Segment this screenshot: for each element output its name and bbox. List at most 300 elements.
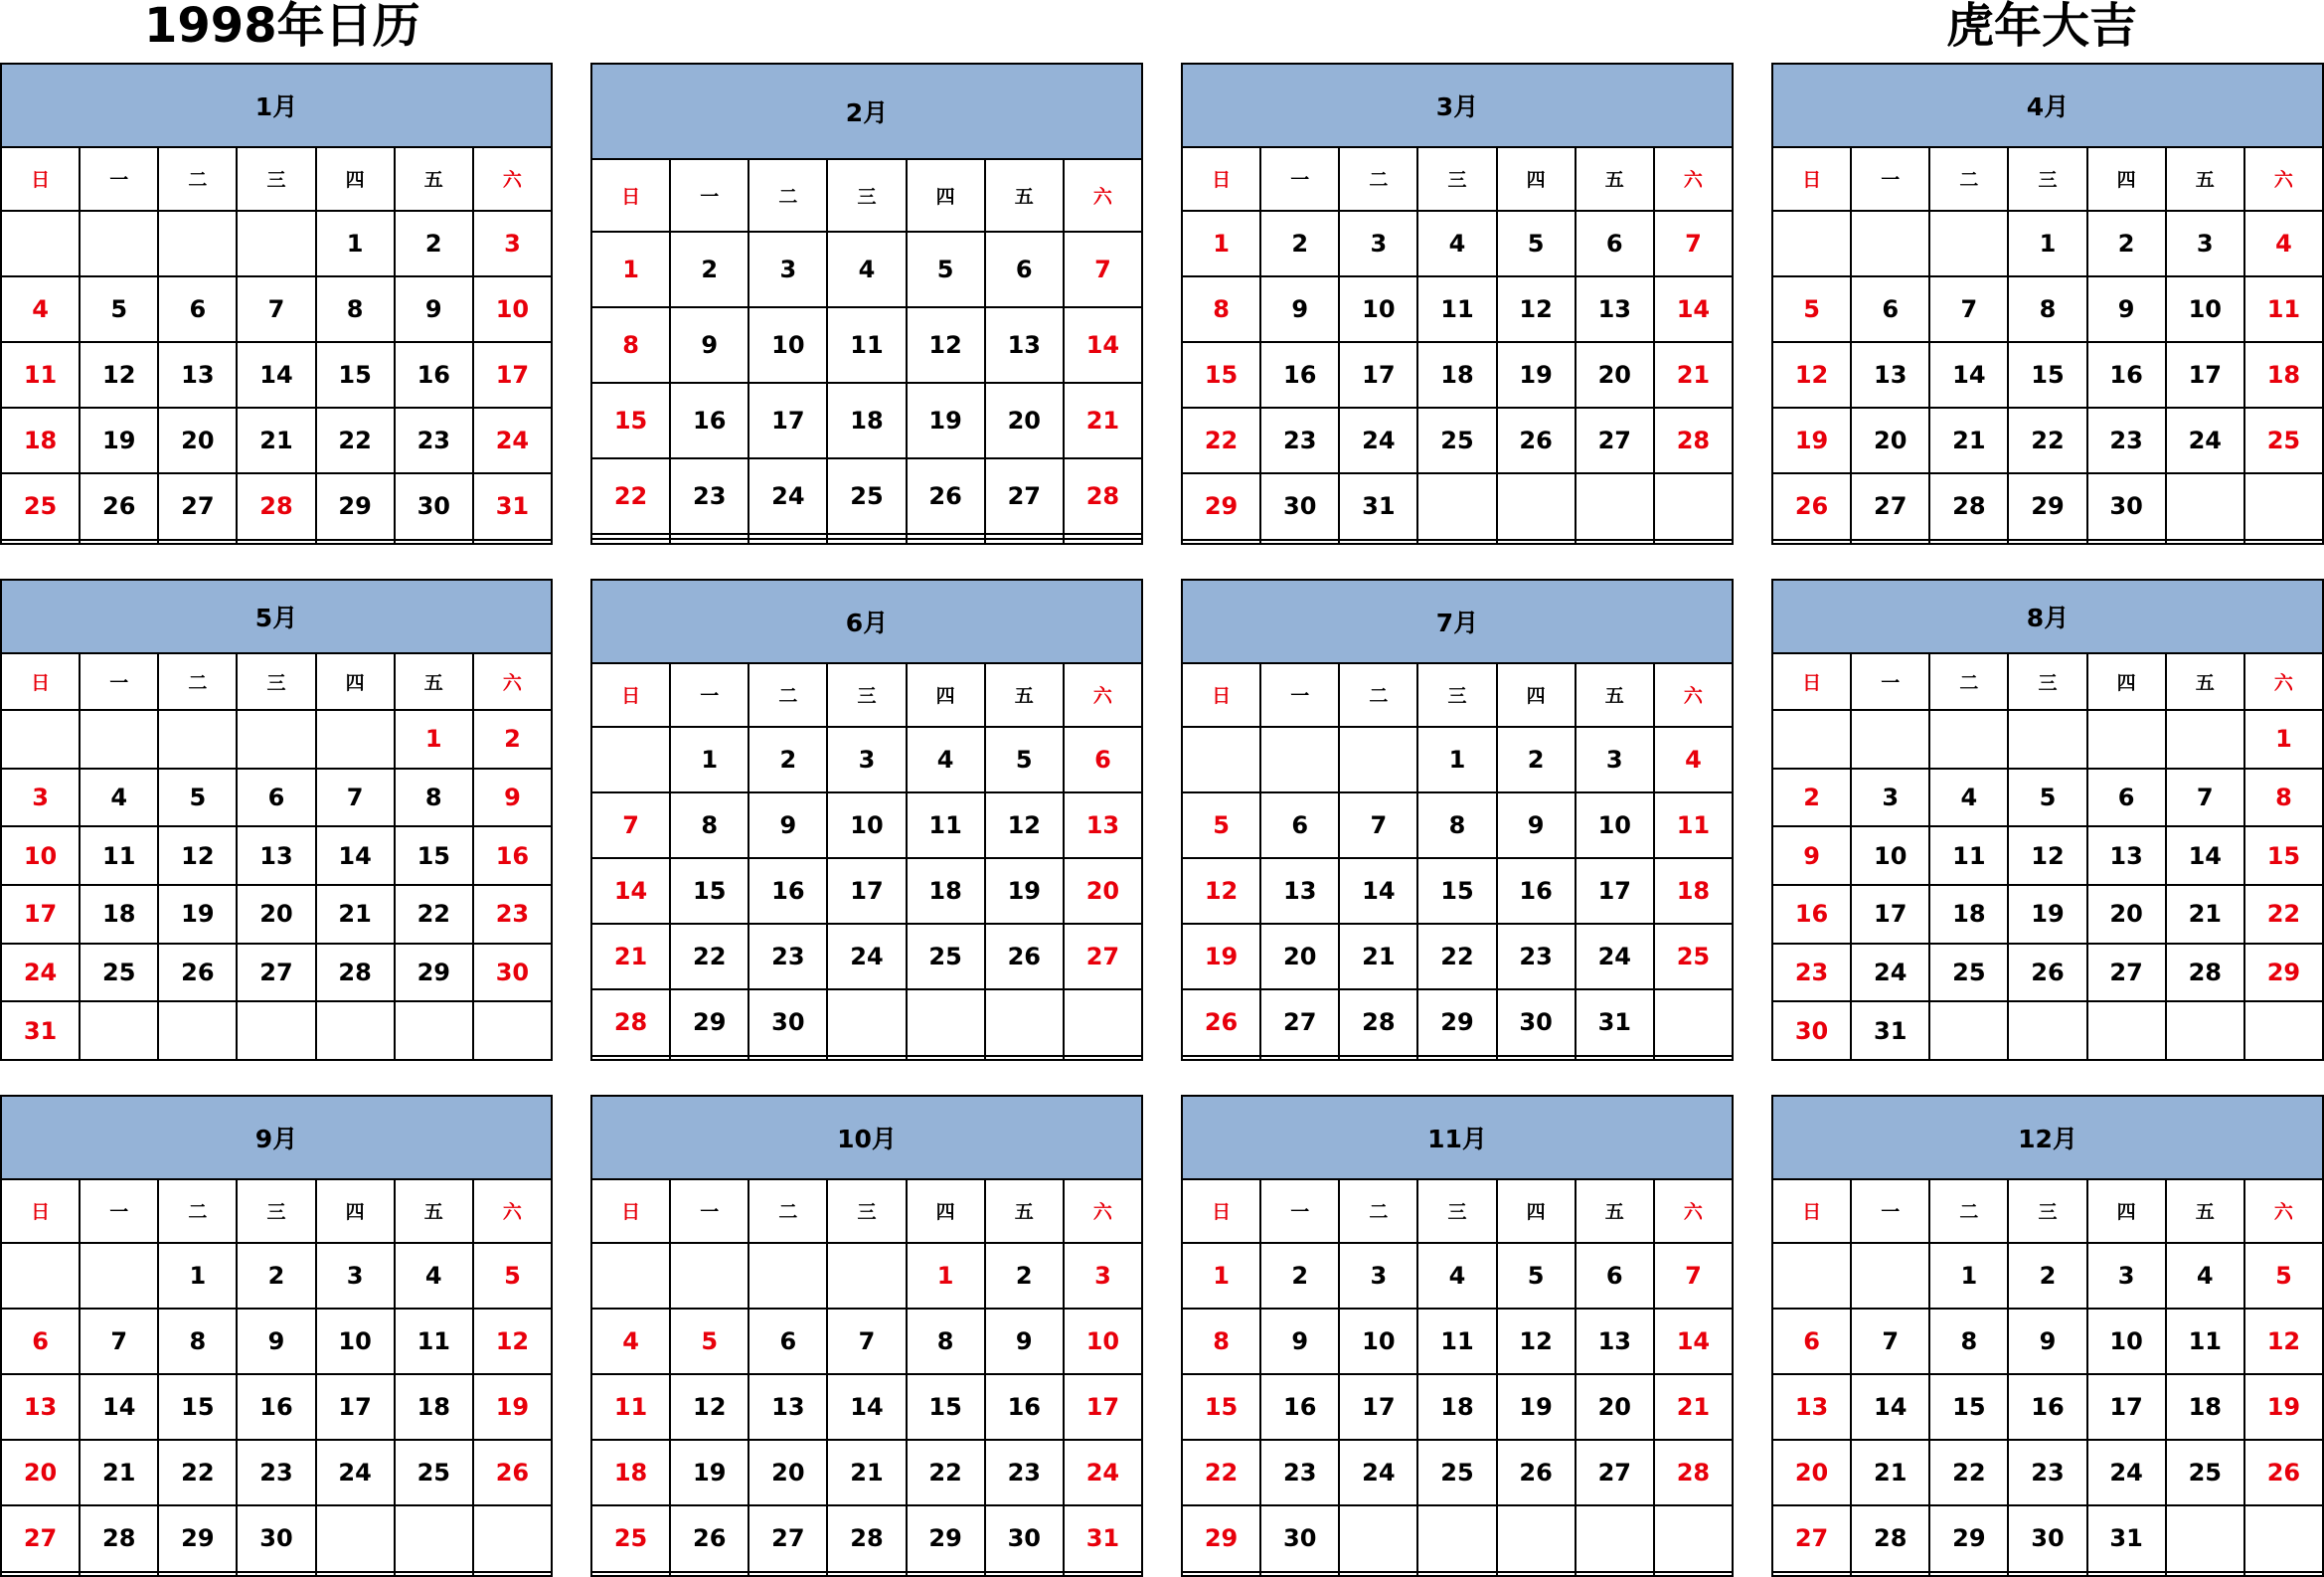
day-cell: 16 [1260,342,1339,408]
day-cell: 11 [1,342,80,408]
month-header: 4月 [1772,64,2323,147]
day-cell: 30 [2008,1505,2086,1571]
weekday-label: 二 [748,159,827,232]
weekday-label: 六 [1064,159,1142,232]
empty-cell [1497,1572,1576,1576]
day-cell: 2 [1497,727,1576,792]
weekday-label: 三 [2008,653,2086,710]
weekday-label: 二 [748,1179,827,1243]
empty-cell [1182,1056,1260,1060]
day-cell: 29 [395,944,473,1002]
day-cell: 4 [1654,727,1733,792]
day-cell: 14 [2166,826,2244,885]
day-cell: 8 [1929,1309,2008,1374]
day-cell: 5 [985,727,1064,792]
weekday-label: 二 [1339,663,1417,727]
empty-cell [827,989,906,1055]
day-cell: 11 [80,826,158,885]
day-cell: 29 [158,1505,237,1571]
day-cell: 6 [237,769,315,827]
weekday-label: 六 [2244,1179,2323,1243]
day-cell: 24 [1851,944,1929,1002]
weekday-label: 日 [591,159,670,232]
day-cell: 5 [1497,211,1576,276]
empty-cell [2087,540,2166,544]
weekday-label: 六 [473,653,552,710]
empty-cell [1772,211,1851,276]
empty-cell [1339,1056,1417,1060]
day-cell: 30 [1497,989,1576,1055]
day-cell: 25 [1,473,80,539]
day-cell: 18 [1,408,80,473]
empty-cell [591,727,670,792]
empty-cell [1064,989,1142,1055]
empty-cell [2244,1505,2323,1571]
empty-cell [1851,1572,1929,1576]
day-cell: 13 [1772,1374,1851,1440]
day-cell: 16 [2008,1374,2086,1440]
day-cell: 12 [985,792,1064,858]
empty-cell [1497,540,1576,544]
day-cell: 17 [827,858,906,924]
day-cell: 21 [1064,383,1142,458]
weekday-label: 四 [316,1179,395,1243]
weekday-label: 六 [1654,663,1733,727]
empty-cell [907,989,985,1055]
day-cell: 19 [1497,342,1576,408]
empty-cell [2244,540,2323,544]
page-title: 1998年日历 [144,0,420,54]
day-cell: 20 [748,1440,827,1505]
day-cell: 25 [591,1505,670,1571]
day-cell: 12 [1182,858,1260,924]
day-cell: 26 [670,1505,748,1571]
day-cell: 30 [1260,1505,1339,1571]
day-cell: 22 [1929,1440,2008,1505]
day-cell: 4 [2244,211,2323,276]
day-cell: 11 [907,792,985,858]
weekday-label: 五 [985,159,1064,232]
day-cell: 5 [2244,1243,2323,1309]
empty-cell [473,1505,552,1571]
day-cell: 6 [1260,792,1339,858]
day-cell: 13 [1260,858,1339,924]
weekday-label: 一 [1260,147,1339,211]
day-cell: 3 [1,769,80,827]
weekday-label: 四 [907,663,985,727]
day-cell: 23 [1497,924,1576,989]
day-cell: 28 [591,989,670,1055]
weekday-label: 四 [2087,653,2166,710]
day-cell: 25 [907,924,985,989]
month-header: 11月 [1182,1096,1733,1179]
weekday-label: 二 [1339,1179,1417,1243]
day-cell: 1 [316,211,395,276]
month-header: 2月 [591,64,1142,159]
month-header: 3月 [1182,64,1733,147]
day-cell: 29 [1417,989,1496,1055]
day-cell: 27 [1260,989,1339,1055]
day-cell: 30 [1772,1001,1851,1060]
empty-cell [2244,1001,2323,1060]
empty-cell [1929,1572,2008,1576]
day-cell: 3 [473,211,552,276]
day-cell: 31 [1576,989,1654,1055]
day-cell: 23 [237,1440,315,1505]
day-cell: 25 [80,944,158,1002]
day-cell: 22 [670,924,748,989]
day-cell: 22 [395,885,473,944]
day-cell: 15 [2244,826,2323,885]
day-cell: 21 [1929,408,2008,473]
empty-cell [1851,1243,1929,1309]
empty-cell [316,540,395,544]
day-cell: 8 [670,792,748,858]
day-cell: 26 [2008,944,2086,1002]
day-cell: 22 [1182,408,1260,473]
weekday-label: 三 [1417,147,1496,211]
weekday-label: 日 [1182,663,1260,727]
day-cell: 10 [2166,276,2244,342]
day-cell: 20 [2087,885,2166,944]
empty-cell [1,1243,80,1309]
day-cell: 12 [2244,1309,2323,1374]
day-cell: 28 [1339,989,1417,1055]
empty-cell [591,539,670,544]
day-cell: 13 [985,307,1064,383]
day-cell: 7 [827,1309,906,1374]
day-cell: 10 [2087,1309,2166,1374]
empty-cell [158,540,237,544]
day-cell: 26 [985,924,1064,989]
day-cell: 16 [2087,342,2166,408]
day-cell: 8 [591,307,670,383]
empty-cell [1851,540,1929,544]
empty-cell [237,211,315,276]
empty-cell [1576,473,1654,539]
empty-cell [80,1572,158,1576]
day-cell: 3 [748,232,827,307]
day-cell: 2 [1260,1243,1339,1309]
empty-cell [2166,1505,2244,1571]
day-cell: 1 [1417,727,1496,792]
empty-cell [316,710,395,769]
day-cell: 16 [985,1374,1064,1440]
day-cell: 7 [1064,232,1142,307]
empty-cell [1260,1572,1339,1576]
empty-cell [316,1572,395,1576]
empty-cell [2008,540,2086,544]
day-cell: 21 [1339,924,1417,989]
empty-cell [158,1572,237,1576]
empty-cell [591,1572,670,1576]
empty-cell [1497,1056,1576,1060]
day-cell: 2 [2087,211,2166,276]
day-cell: 22 [158,1440,237,1505]
empty-cell [158,710,237,769]
day-cell: 21 [316,885,395,944]
day-cell: 31 [1851,1001,1929,1060]
day-cell: 23 [748,924,827,989]
day-cell: 18 [827,383,906,458]
day-cell: 8 [907,1309,985,1374]
day-cell: 17 [2166,342,2244,408]
empty-cell [1260,727,1339,792]
empty-cell [907,1056,985,1060]
empty-cell [473,1001,552,1060]
weekday-label: 日 [1772,1179,1851,1243]
day-cell: 28 [80,1505,158,1571]
day-cell: 4 [1,276,80,342]
day-cell: 13 [2087,826,2166,885]
empty-cell [1,540,80,544]
day-cell: 20 [1576,1374,1654,1440]
day-cell: 27 [158,473,237,539]
empty-cell [2166,540,2244,544]
empty-cell [80,211,158,276]
day-cell: 7 [1851,1309,1929,1374]
day-cell: 26 [1497,1440,1576,1505]
weekday-label: 四 [316,653,395,710]
day-cell: 30 [1260,473,1339,539]
day-cell: 6 [1576,211,1654,276]
day-cell: 14 [1851,1374,1929,1440]
day-cell: 28 [1929,473,2008,539]
empty-cell [2008,710,2086,769]
day-cell: 25 [1417,1440,1496,1505]
day-cell: 18 [395,1374,473,1440]
day-cell: 20 [1,1440,80,1505]
empty-cell [1929,710,2008,769]
day-cell: 7 [1929,276,2008,342]
day-cell: 27 [1,1505,80,1571]
empty-cell [395,1572,473,1576]
weekday-label: 三 [1417,663,1496,727]
empty-cell [827,1056,906,1060]
day-cell: 7 [316,769,395,827]
month-calendar [0,1095,553,1577]
day-cell: 11 [827,307,906,383]
empty-cell [2087,710,2166,769]
weekday-label: 日 [1182,1179,1260,1243]
day-cell: 18 [1417,1374,1496,1440]
day-cell: 26 [158,944,237,1002]
day-cell: 21 [80,1440,158,1505]
day-cell: 24 [2087,1440,2166,1505]
day-cell: 15 [395,826,473,885]
day-cell: 9 [2008,1309,2086,1374]
empty-cell [2087,1572,2166,1576]
empty-cell [2166,473,2244,539]
day-cell: 15 [316,342,395,408]
empty-cell [2166,710,2244,769]
empty-cell [670,1243,748,1309]
day-cell: 19 [2244,1374,2323,1440]
day-cell: 24 [1576,924,1654,989]
day-cell: 11 [1417,276,1496,342]
empty-cell [158,1001,237,1060]
day-cell: 13 [1,1374,80,1440]
weekday-label: 一 [670,1179,748,1243]
day-cell: 10 [1064,1309,1142,1374]
day-cell: 10 [1339,276,1417,342]
day-cell: 7 [80,1309,158,1374]
day-cell: 1 [2244,710,2323,769]
day-cell: 9 [1772,826,1851,885]
day-cell: 27 [1851,473,1929,539]
day-cell: 5 [1497,1243,1576,1309]
day-cell: 20 [1260,924,1339,989]
day-cell: 12 [2008,826,2086,885]
day-cell: 18 [1654,858,1733,924]
day-cell: 24 [1339,408,1417,473]
empty-cell [1772,1243,1851,1309]
empty-cell [907,539,985,544]
day-cell: 19 [670,1440,748,1505]
weekday-label: 六 [1654,147,1733,211]
day-cell: 6 [1064,727,1142,792]
day-cell: 9 [473,769,552,827]
day-cell: 15 [670,858,748,924]
day-cell: 24 [2166,408,2244,473]
day-cell: 4 [827,232,906,307]
day-cell: 16 [237,1374,315,1440]
day-cell: 31 [1,1001,80,1060]
empty-cell [80,710,158,769]
empty-cell [237,1572,315,1576]
month-calendar [1771,1095,2324,1577]
day-cell: 13 [237,826,315,885]
empty-cell [395,1001,473,1060]
day-cell: 12 [907,307,985,383]
day-cell: 2 [473,710,552,769]
month-calendar [590,579,1143,1061]
day-cell: 28 [827,1505,906,1571]
day-cell: 17 [316,1374,395,1440]
empty-cell [1654,540,1733,544]
day-cell: 5 [2008,769,2086,827]
day-cell: 15 [1182,342,1260,408]
day-cell: 9 [985,1309,1064,1374]
day-cell: 8 [1182,1309,1260,1374]
day-cell: 22 [1182,1440,1260,1505]
day-cell: 29 [316,473,395,539]
day-cell: 22 [591,458,670,534]
empty-cell [670,1056,748,1060]
weekday-label: 一 [1260,663,1339,727]
day-cell: 19 [1772,408,1851,473]
month-calendar [1181,63,1734,545]
day-cell: 1 [158,1243,237,1309]
day-cell: 14 [827,1374,906,1440]
empty-cell [2244,473,2323,539]
day-cell: 31 [2087,1505,2166,1571]
day-cell: 11 [2244,276,2323,342]
day-cell: 15 [1929,1374,2008,1440]
weekday-label: 四 [1497,663,1576,727]
empty-cell [1576,1505,1654,1571]
day-cell: 8 [395,769,473,827]
empty-cell [395,1505,473,1571]
weekday-label: 五 [2166,1179,2244,1243]
day-cell: 12 [1497,1309,1576,1374]
day-cell: 3 [1064,1243,1142,1309]
day-cell: 14 [1929,342,2008,408]
day-cell: 21 [1654,342,1733,408]
day-cell: 11 [1654,792,1733,858]
empty-cell [237,1001,315,1060]
empty-cell [1497,1505,1576,1571]
weekday-label: 五 [1576,663,1654,727]
day-cell: 23 [1260,408,1339,473]
day-cell: 20 [1064,858,1142,924]
day-cell: 28 [316,944,395,1002]
day-cell: 23 [985,1440,1064,1505]
day-cell: 10 [827,792,906,858]
empty-cell [2166,1001,2244,1060]
empty-cell [80,1243,158,1309]
day-cell: 28 [2166,944,2244,1002]
day-cell: 3 [1339,1243,1417,1309]
empty-cell [80,540,158,544]
empty-cell [1576,540,1654,544]
day-cell: 3 [1851,769,1929,827]
weekday-label: 二 [1339,147,1417,211]
day-cell: 11 [1929,826,2008,885]
empty-cell [2166,1572,2244,1576]
month-calendar [1771,63,2324,545]
day-cell: 22 [2008,408,2086,473]
day-cell: 30 [748,989,827,1055]
day-cell: 3 [1339,211,1417,276]
empty-cell [1339,540,1417,544]
day-cell: 30 [395,473,473,539]
day-cell: 17 [1339,342,1417,408]
day-cell: 9 [1260,1309,1339,1374]
empty-cell [1417,540,1496,544]
day-cell: 24 [748,458,827,534]
day-cell: 3 [2166,211,2244,276]
day-cell: 19 [907,383,985,458]
day-cell: 30 [473,944,552,1002]
empty-cell [1929,1001,2008,1060]
day-cell: 19 [158,885,237,944]
weekday-label: 四 [316,147,395,211]
day-cell: 4 [1417,211,1496,276]
weekday-label: 二 [1929,1179,2008,1243]
day-cell: 9 [237,1309,315,1374]
day-cell: 2 [395,211,473,276]
day-cell: 20 [1772,1440,1851,1505]
day-cell: 11 [395,1309,473,1374]
empty-cell [1260,1056,1339,1060]
empty-cell [748,1243,827,1309]
weekday-label: 六 [2244,147,2323,211]
weekday-label: 六 [473,1179,552,1243]
month-calendar [1181,1095,1734,1577]
month-header: 8月 [1772,580,2323,653]
empty-cell [1851,211,1929,276]
day-cell: 4 [907,727,985,792]
weekday-label: 二 [1929,653,2008,710]
month-header: 10月 [591,1096,1142,1179]
day-cell: 27 [1576,408,1654,473]
day-cell: 16 [1260,1374,1339,1440]
weekday-label: 四 [907,159,985,232]
weekday-label: 日 [591,1179,670,1243]
weekday-label: 二 [158,653,237,710]
day-cell: 23 [473,885,552,944]
